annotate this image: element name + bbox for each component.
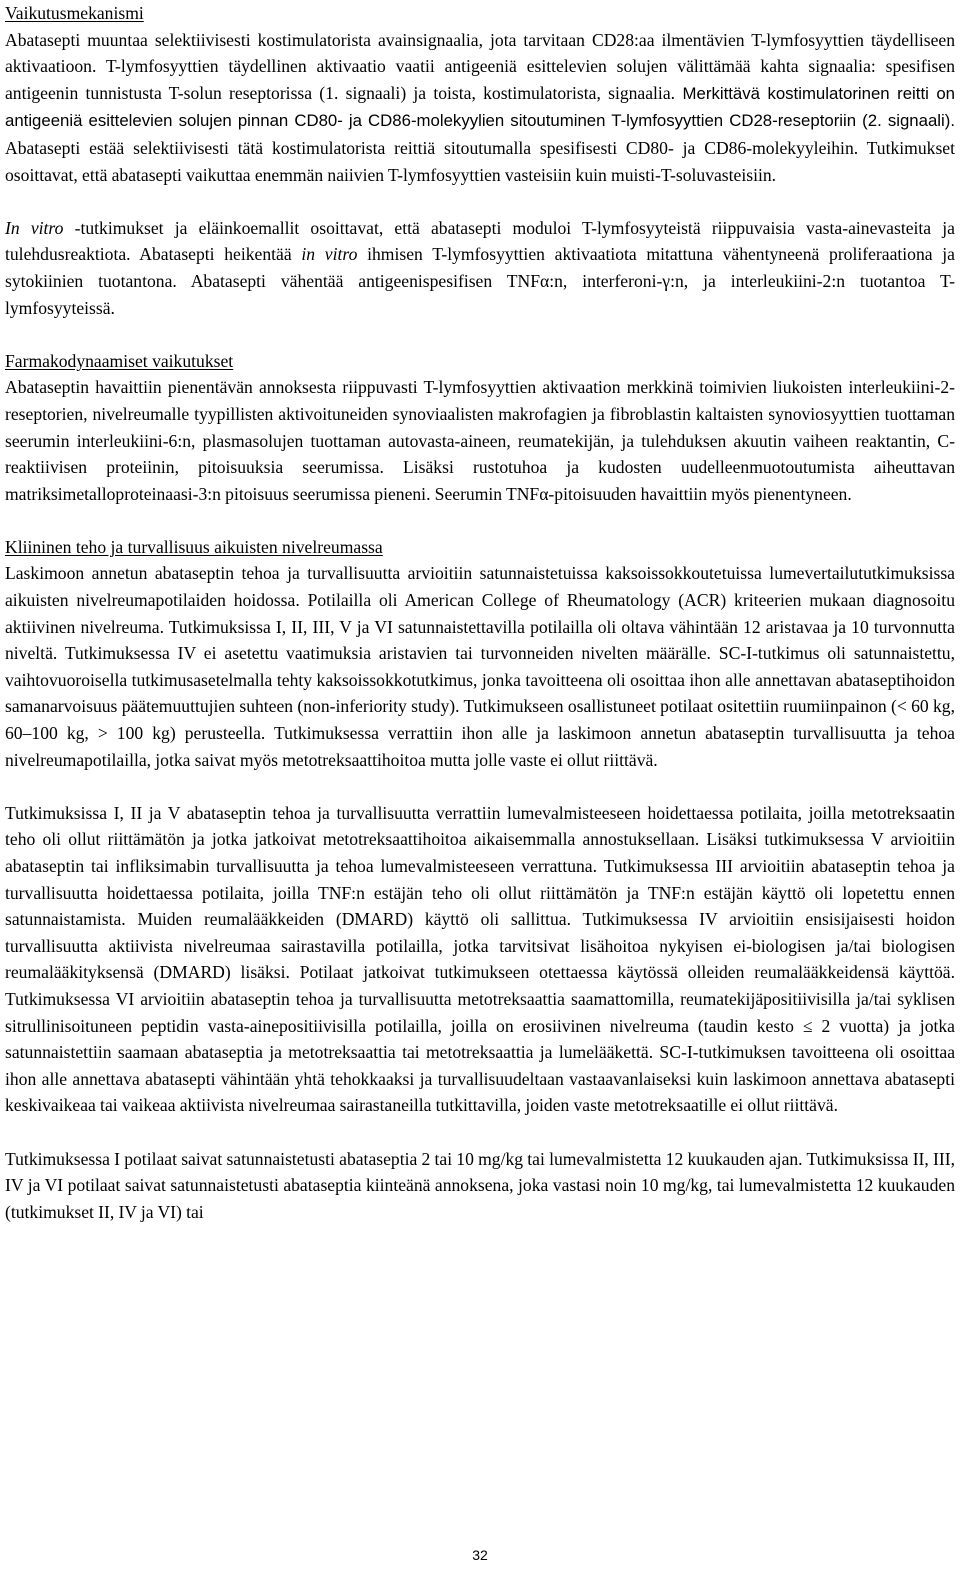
text-run: Tutkimuksissa I, II ja V abataseptin tehoa ja turvallisuutta verrattiin lumevalmisteeseen hoidettaessa potilaita, joilla metotreksaatin teho oli ollut riittämätön ja jotka jatkoivat metotreksaattihoitoa aikaisemmalla annostuksellaan. Lisäksi tutkimuksessa V arvioitiin abataseptin tai infliksimabin turvallisuutta ja tehoa lumevalmisteeseen verrattuna. Tutkimuksessa III arvioitiin abataseptin tehoa ja turvallisuutta hoidettaessa potilaita, joilla TNF:n estäjän teho oli ollut riittämätön ja TNF:n estäjän käyttö oli lopetettu ennen satunnaistamista. Muiden reumalääkkeiden (DMARD) käyttö oli sallittua. Tutkimuksessa IV arvioitiin ensisijaisesti hoidon turvallisuutta aktiivista nivelreumaa sairastavilla potilailla, jotka tarvitsivat lisähoitoa nykyisen ei-biologisen ja/tai biologisen reumalääkityksensä (DMARD) lisäksi. Potilaat jatkoivat tutkimukseen otettaessa käytössä olleiden reumalääkkeidensä käyttöä. Tutkimuksessa VI arvioitiin abataseptin tehoa ja turvallisuutta metotreksaattia saamattomilla, reumatekijäpositiivisilla ja/tai syklisen sitrullinisoituneen peptidin vasta-ainepositiivisilla potilailla, joilla on erosiivinen nivelreuma (taudin kesto bbox=[5, 802, 955, 1036]
text-run: Abatasepti muuntaa selektiivisesti kostimulatorista avainsignaalia, jota tarvitaan CD28:aa ilmentävien T-lymfosyyttien täydelliseen aktivaatioon. T-lymfosyyttien täydellinen aktivaatio vaatii antigeeniä esittelevien solujen välittämää kahta signaalia: spesifisen antigeenin tunnistusta T-solun reseptorissa (1. signaali) ja toista, kostimulatorista, signaalia. bbox=[5, 29, 955, 103]
paragraph-clinical-1: Laskimoon annetun abataseptin tehoa ja turvallisuutta arvioitiin satunnaistetuissa kaksoissokkoutetuissa lumevertailututkimuksissa aikuisten nivelreumapotilaiden hoidossa. Potilailla oli American College of Rheumatology (ACR) kriteerien mukaan diagnosoitu aktiivinen nivelreuma. Tutkimuksissa I, II, III, V ja VI satunnaistettavilla potilailla oli oltava vähintään 12 aristavaa ja 10 turvonnutta niveltä. Tutkimuksessa IV ei asetettu vaatimuksia aristavien tai turvonneiden nivelten määrälle. SC-I-tutkimus oli satunnaistettu, vaihtovuoroisella tutkimusasetelmalla tehty kaksoissokkotutkimus, jonka tavoitteena oli osoittaa ihon alle annettavan abataseptihoidon samanarvoisuus päätemuuttujien suhteen (non-inferiority study). Tutkimukseen osallistuneet potilaat ositettiin ruumiinpainon (< 60 kg, 60–100 kg, > 100 kg) perusteella. Tutkimuksessa verrattiin ihon alle ja laskimoon annetun abataseptin turvallisuutta ja tehoa nivelreumapotilailla, jotka saivat myös metotreksaattihoitoa mutta jolle vaste ei ollut riittävä. bbox=[5, 563, 955, 770]
document-page bbox=[5, 0, 955, 1225]
text-run-sans: Merkittävä kostimulatorinen reitti on antigeeniä esittelevien solujen pinnan CD80- ja CD86-molekyylien sitoutuminen T-lymfosyyttien CD28-reseptoriin (2. signaali). bbox=[5, 83, 955, 131]
section-heading-kliininen: Kliininen teho ja turvallisuus aikuisten nivelreumassa bbox=[5, 536, 383, 557]
italic-in-vitro: In vitro bbox=[5, 217, 64, 238]
text-run: ihmisen T-lymfosyyttien aktivaatiota mitattuna vähentyneenä proliferaationa ja sytokiinien tuotantona. Abatasepti vähentää antigeenispesifisen TNFα:n, interferoni-γ:n, ja interleukiini-2:n tuotantoa T-lymfosyyteissä. bbox=[5, 244, 955, 318]
italic-in-vitro: in vitro bbox=[301, 244, 358, 265]
paragraph-mechanism bbox=[5, 27, 955, 189]
paragraph-in-vitro bbox=[5, 215, 955, 321]
text-run: Abatasepti estää selektiivisesti tätä kostimulatorista reittiä sitoutumalla spesifisesti CD80- ja CD86-molekyyleihin. Tutkimukset osoittavat, että abatasepti vaikuttaa enemmän naiivien T-lymfosyyttien vasteisiin kuin muisti-T-soluvasteisiin. bbox=[5, 137, 955, 185]
page-number: 32 bbox=[472, 1547, 488, 1563]
section-heading-vaikutusmekanismi: Vaikutusmekanismi bbox=[5, 3, 144, 23]
text-run: 2 vuotta) ja jotka satunnaistettiin saamaan abataseptia ja metotreksaattia tai metotreksaattia ja lumelääkettä. SC-I-tutkimuksen tavoitteena oli osoittaa ihon alle annettava abatasepti vähintään yhtä tehokkaaksi ja turvallisuudeltaan vastaavanlaiseksi kuin laskimoon annettava abatasepti keskivaikeaa tai vaikeaa aktiivista nivelreumaa sairastaneilla tutkittavilla, joiden vaste metotreksaatille ei ollut riittävä. bbox=[5, 1015, 955, 1116]
paragraph-clinical-2 bbox=[5, 800, 955, 1119]
section-heading-farmakodynamiikka: Farmakodynaamiset vaikutukset bbox=[5, 350, 234, 371]
paragraph-clinical-3: Tutkimuksessa I potilaat saivat satunnaistetusti abataseptia 2 tai 10 mg/kg tai lumevalmistetta 12 kuukauden ajan. Tutkimuksissa II, III, IV ja VI potilaat saivat satunnaistetusti abataseptia kiinteänä annoksena, joka vastasi noin 10 mg/kg, tai lumevalmistetta 12 kuukauden (tutkimukset II, IV ja VI) tai bbox=[5, 1148, 955, 1222]
paragraph-pharmacodynamics: Abataseptin havaittiin pienentävän annoksesta riippuvasti T-lymfosyyttien aktivaation merkkinä toimivien liukoisten interleukiini-2-reseptorien, nivelreumalle tyypillisten aktivoituneiden synoviaalisten makrofagien ja fibroblastin kaltaisten synoviosyyttien tuottaman seerumin interleukiini-6:n, plasmasolujen tuottaman autovasta-aineen, reumatekijän, ja tulehduksen akuutin vaiheen reaktantin, C-reaktiivisen proteiinin, pitoisuuksia seerumissa. Lisäksi rustotuhoa ja kudosten uudelleenmuotoutumista aiheuttavan matriksimetalloproteinaasi-3:n pitoisuus seerumissa pieneni. Seerumin TNFα-pitoisuuden havaittiin myös pienentyneen. bbox=[5, 377, 955, 504]
text-run: -tutkimukset ja eläinkoemallit osoittavat, että abatasepti moduloi T-lymfosyyteistä riippuvaisia vasta-ainevasteita ja tulehdusreaktiota. Abatasepti heikentää bbox=[5, 217, 955, 265]
less-equal-symbol: ≤ bbox=[802, 1015, 813, 1036]
